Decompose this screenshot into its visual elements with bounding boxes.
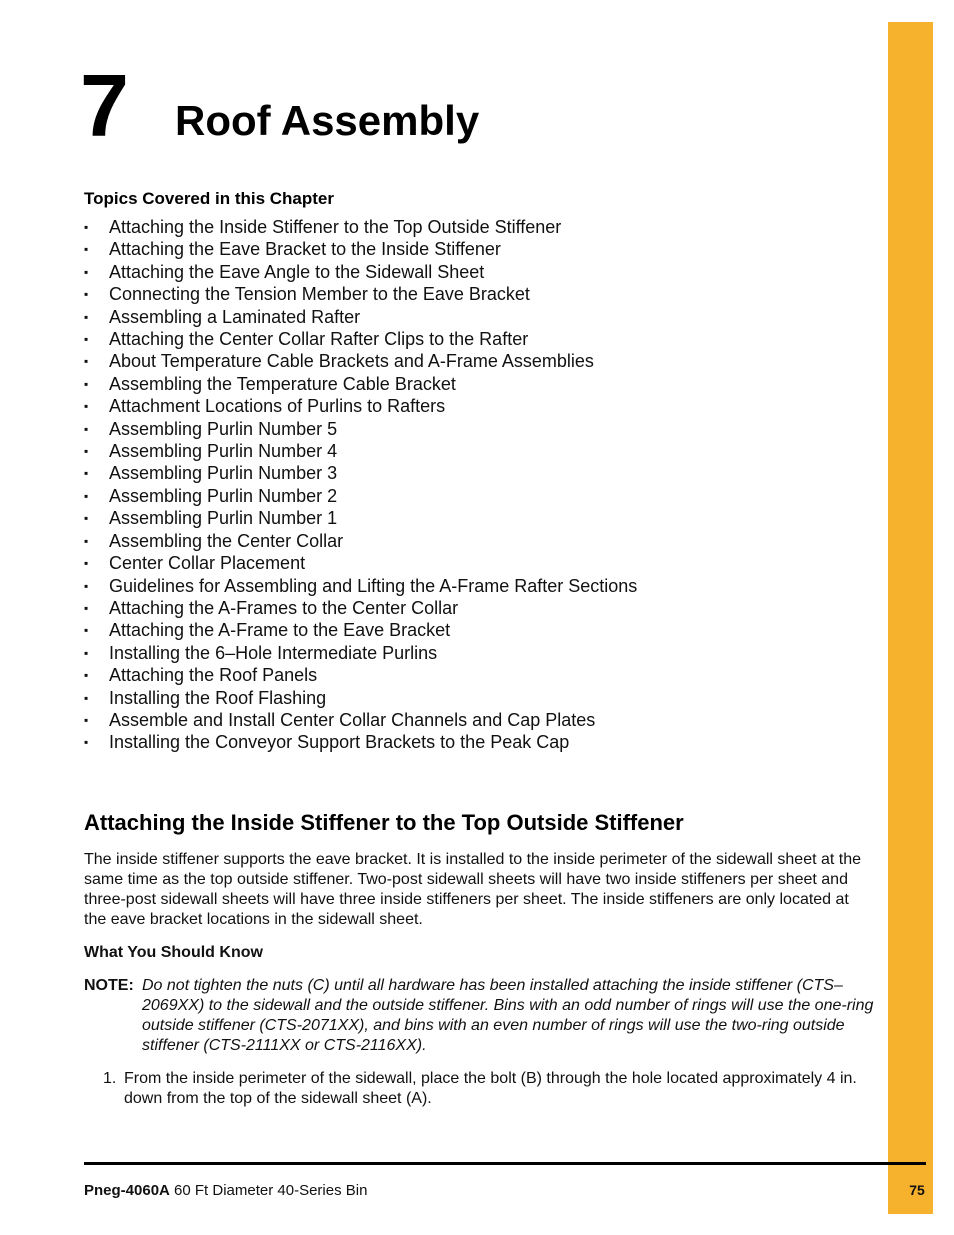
topic-label: Installing the Roof Flashing [109, 687, 327, 708]
topic-label: Guidelines for Assembling and Lifting the A-Frame Rafter Sections [109, 575, 638, 596]
topic-label: Attaching the Eave Bracket to the Inside Stiffener [109, 239, 501, 260]
what-you-should-know-heading: What You Should Know [84, 944, 263, 961]
footer-doc-title: 60 Ft Diameter 40-Series Bin [169, 1182, 368, 1199]
bullet-icon: ▪ [84, 735, 89, 750]
topic-list-item [84, 373, 637, 395]
bullet-icon: ▪ [84, 511, 89, 526]
bullet-icon: ▪ [84, 600, 89, 615]
topic-list-item [84, 642, 637, 664]
bullet-icon: ▪ [84, 287, 89, 302]
topic-list-item [84, 328, 637, 350]
topic-list-item [84, 261, 637, 283]
footer-divider [84, 1162, 926, 1165]
topic-label: Attaching the Inside Stiffener to the Top Outside Stiffener [109, 217, 562, 237]
topic-list-item [84, 485, 637, 507]
bullet-icon: ▪ [84, 533, 89, 548]
topic-label: Attaching the A-Frames to the Center Collar [109, 597, 459, 618]
topic-label: Assembling Purlin Number 2 [109, 485, 338, 506]
topic-label: Assembling the Temperature Cable Bracket [109, 373, 456, 394]
footer-doc-code: Pneg-4060A [84, 1182, 170, 1199]
topics-list [84, 216, 637, 754]
topic-label: Attaching the A-Frame to the Eave Bracket [109, 620, 451, 641]
topic-list-item [84, 709, 637, 731]
topic-label: Attaching the Center Collar Rafter Clips to the Rafter [109, 329, 529, 350]
bullet-icon: ▪ [84, 712, 89, 727]
step-number: 1. [103, 1070, 117, 1087]
bullet-icon: ▪ [84, 645, 89, 660]
note-text: Do not tighten the nuts (C) until all hardware has been installed attaching the inside stiffener (CTS–2069XX) to the sidewall and the outside stiffener. Bins with an odd number of rings will use the one-ring outside stiffener (CTS-2071XX), and bins with an even number of rings will use the two-ring outside stiffener (CTS-2111XX or CTS-2116XX). [142, 977, 874, 1054]
bullet-icon: ▪ [84, 354, 89, 369]
bullet-icon: ▪ [84, 690, 89, 705]
bullet-icon: ▪ [84, 376, 89, 391]
topic-label: Attaching the Roof Panels [109, 665, 318, 686]
chapter-title: Roof Assembly [175, 97, 480, 144]
topic-label: Connecting the Tension Member to the Eave Bracket [109, 284, 530, 305]
topic-list-item [84, 530, 637, 552]
topic-list-item [84, 552, 637, 574]
step-text: From the inside perimeter of the sidewall, place the bolt (B) through the hole located approximately 4 in. down from the top of the sidewall sheet (A). [124, 1070, 857, 1107]
topic-label: Assembling a Laminated Rafter [109, 306, 361, 327]
page-number: 75 [909, 1182, 925, 1198]
note-label: NOTE: [84, 977, 134, 994]
footer-document-id [84, 1182, 367, 1199]
bullet-icon: ▪ [84, 578, 89, 593]
topic-list-item [84, 440, 637, 462]
topic-list-item [84, 306, 637, 328]
bullet-icon: ▪ [84, 421, 89, 436]
topic-list-item [84, 418, 637, 440]
topic-list-item [84, 350, 637, 372]
chapter-side-tab [888, 22, 933, 1214]
topics-heading: Topics Covered in this Chapter [84, 189, 335, 208]
topic-list-item [84, 597, 637, 619]
topic-label: Assembling Purlin Number 1 [109, 508, 338, 529]
bullet-icon: ▪ [84, 444, 89, 459]
bullet-icon: ▪ [84, 399, 89, 414]
step-item [103, 1069, 873, 1109]
bullet-icon: ▪ [84, 309, 89, 324]
topic-list-item [84, 664, 637, 686]
bullet-icon: ▪ [84, 623, 89, 638]
topic-label: Center Collar Placement [109, 553, 306, 574]
topic-list-item [84, 619, 637, 641]
topic-list-item [84, 731, 637, 753]
bullet-icon: ▪ [84, 668, 89, 683]
topic-label: Assembling Purlin Number 3 [109, 463, 338, 484]
bullet-icon: ▪ [84, 332, 89, 347]
topic-list-item [84, 283, 637, 305]
note-block [84, 976, 876, 1056]
topic-list-item [84, 395, 637, 417]
topic-label: Assembling the Center Collar [109, 530, 344, 551]
topic-list-item [84, 507, 637, 529]
bullet-icon: ▪ [84, 242, 89, 257]
bullet-icon: ▪ [84, 488, 89, 503]
topic-label: About Temperature Cable Brackets and A-Frame Assemblies [109, 351, 594, 372]
section-intro-paragraph: The inside stiffener supports the eave bracket. It is installed to the inside perimeter of the sidewall sheet at the same time as the top outside stiffener. Two-post sidewall sheets will have two inside stiffeners per sheet and three-post sidewall sheets will have three inside stiffeners per sheet. The inside stiffeners are only located at the eave bracket locations in the sidewall sheet. [84, 851, 862, 928]
topic-label: Installing the 6–Hole Intermediate Purlins [109, 642, 438, 663]
topic-list-item [84, 687, 637, 709]
topic-label: Attaching the Eave Angle to the Sidewall Sheet [109, 261, 485, 282]
topic-list-item [84, 575, 637, 597]
bullet-icon: ▪ [84, 556, 89, 571]
bullet-icon: ▪ [84, 264, 89, 279]
section-heading: Attaching the Inside Stiffener to the Top Outside Stiffener [84, 810, 684, 835]
topic-list-item [84, 462, 637, 484]
chapter-number: 7 [80, 56, 129, 155]
bullet-icon: ▪ [84, 466, 89, 481]
topic-label: Attachment Locations of Purlins to Rafters [109, 396, 446, 417]
bullet-icon: ▪ [84, 220, 89, 234]
topic-list-item [84, 238, 637, 260]
topic-label: Assemble and Install Center Collar Channels and Cap Plates [109, 709, 596, 730]
topic-label: Assembling Purlin Number 4 [109, 441, 338, 462]
topic-list-item [84, 216, 637, 238]
topic-label: Installing the Conveyor Support Brackets to the Peak Cap [109, 732, 570, 753]
topic-label: Assembling Purlin Number 5 [109, 418, 338, 439]
